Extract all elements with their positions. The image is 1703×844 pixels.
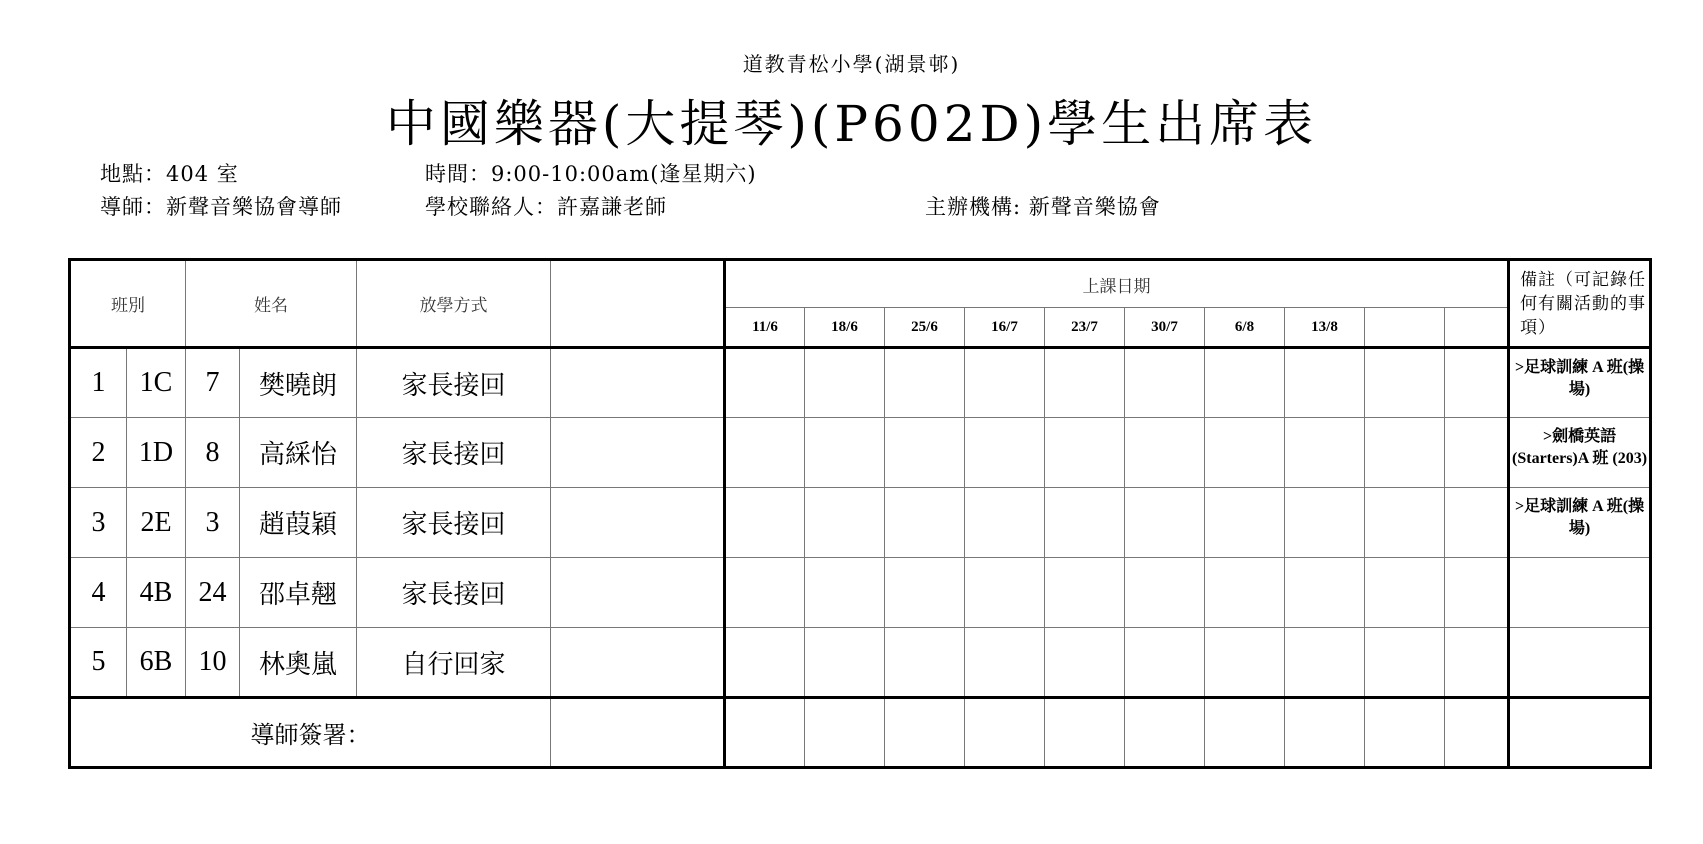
attendance-cell xyxy=(1125,348,1205,418)
attendance-cell xyxy=(885,488,965,558)
date-header-cell: 6/8 xyxy=(1205,308,1285,348)
signature-date-cell xyxy=(1125,698,1205,768)
signature-date-cell xyxy=(965,698,1045,768)
attendance-cell xyxy=(1285,628,1365,698)
attendance-cell xyxy=(805,488,885,558)
row-dismissal: 家長接回 xyxy=(357,488,551,558)
signature-remark-cell xyxy=(1509,698,1651,768)
attendance-cell xyxy=(1365,488,1445,558)
row-dismissal: 自行回家 xyxy=(357,628,551,698)
attendance-cell xyxy=(965,348,1045,418)
row-class: 1D xyxy=(127,418,186,488)
row-number: 3 xyxy=(70,488,127,558)
row-blank-cell xyxy=(551,628,725,698)
time-text: 時間：9:00-10:00am(逢星期六) xyxy=(425,162,757,186)
header-dates-title: 上課日期 xyxy=(725,260,1509,308)
attendance-cell xyxy=(1445,348,1509,418)
attendance-cell xyxy=(965,488,1045,558)
table-row xyxy=(70,418,1651,488)
attendance-cell xyxy=(1205,558,1285,628)
row-remark: >劍橋英語 (Starters)A 班 (203) xyxy=(1509,418,1651,488)
date-header-cell: 16/7 xyxy=(965,308,1045,348)
attendance-cell xyxy=(1365,418,1445,488)
signature-date-cell xyxy=(1045,698,1125,768)
location-text: 地點：404 室 xyxy=(100,162,239,186)
row-class: 6B xyxy=(127,628,186,698)
row-remark: >足球訓練 A 班(操場) xyxy=(1509,488,1651,558)
attendance-cell xyxy=(725,628,805,698)
attendance-cell xyxy=(1045,348,1125,418)
row-remark: >足球訓練 A 班(操場) xyxy=(1509,348,1651,418)
row-number: 4 xyxy=(70,558,127,628)
row-dismissal: 家長接回 xyxy=(357,348,551,418)
attendance-cell xyxy=(1125,488,1205,558)
attendance-cell xyxy=(1205,628,1285,698)
signature-date-cell xyxy=(1365,698,1445,768)
row-blank-cell xyxy=(551,348,725,418)
row-class: 2E xyxy=(127,488,186,558)
attendance-cell xyxy=(1125,628,1205,698)
attendance-cell xyxy=(965,558,1045,628)
organizer-text: 主辦機構: 新聲音樂協會 xyxy=(925,195,1161,219)
date-header-cell xyxy=(1365,308,1445,348)
attendance-cell xyxy=(1285,488,1365,558)
signature-row xyxy=(70,698,1651,768)
signature-blank-cell xyxy=(551,698,725,768)
signature-date-cell xyxy=(1445,698,1509,768)
attendance-cell xyxy=(1365,628,1445,698)
attendance-table xyxy=(68,258,1652,769)
row-class-number: 7 xyxy=(186,348,240,418)
date-header-cell xyxy=(1445,308,1509,348)
signature-label: 導師簽署： xyxy=(70,698,551,768)
date-header-cell: 25/6 xyxy=(885,308,965,348)
attendance-cell xyxy=(1045,558,1125,628)
row-blank-cell xyxy=(551,418,725,488)
row-student-name: 林奧嵐 xyxy=(240,628,357,698)
school-name: 道教青松小學(湖景邨) xyxy=(742,52,961,76)
attendance-cell xyxy=(1365,348,1445,418)
attendance-cell xyxy=(885,418,965,488)
row-class: 4B xyxy=(127,558,186,628)
row-class-number: 8 xyxy=(186,418,240,488)
page-title: 中國樂器(大提琴)(P602D)學生出席表 xyxy=(385,95,1318,153)
attendance-cell xyxy=(885,348,965,418)
signature-date-cell xyxy=(885,698,965,768)
row-blank-cell xyxy=(551,558,725,628)
signature-date-cell xyxy=(725,698,805,768)
table-row xyxy=(70,488,1651,558)
date-header-cell: 11/6 xyxy=(725,308,805,348)
signature-date-cell xyxy=(805,698,885,768)
row-class-number: 24 xyxy=(186,558,240,628)
table-row xyxy=(70,558,1651,628)
attendance-cell xyxy=(1205,488,1285,558)
date-header-cell: 30/7 xyxy=(1125,308,1205,348)
date-header-cell: 18/6 xyxy=(805,308,885,348)
header-remarks: 備註（可記錄任何有關活動的事項） xyxy=(1509,260,1651,348)
attendance-cell xyxy=(1205,348,1285,418)
row-blank-cell xyxy=(551,488,725,558)
attendance-cell xyxy=(805,628,885,698)
header-row-1 xyxy=(70,260,1651,308)
attendance-cell xyxy=(805,558,885,628)
header-name: 姓名 xyxy=(186,260,357,348)
date-header-cell: 13/8 xyxy=(1285,308,1365,348)
attendance-cell xyxy=(805,418,885,488)
attendance-cell xyxy=(965,628,1045,698)
row-number: 5 xyxy=(70,628,127,698)
signature-date-cell xyxy=(1285,698,1365,768)
attendance-cell xyxy=(725,488,805,558)
row-student-name: 高綵怡 xyxy=(240,418,357,488)
row-class-number: 3 xyxy=(186,488,240,558)
attendance-cell xyxy=(1285,348,1365,418)
attendance-cell xyxy=(885,558,965,628)
date-header-cell: 23/7 xyxy=(1045,308,1125,348)
attendance-cell xyxy=(1205,418,1285,488)
row-remark xyxy=(1509,628,1651,698)
attendance-cell xyxy=(725,558,805,628)
attendance-cell xyxy=(885,628,965,698)
row-student-name: 邵卓翹 xyxy=(240,558,357,628)
row-number: 1 xyxy=(70,348,127,418)
row-student-name: 趙葭穎 xyxy=(240,488,357,558)
row-remark xyxy=(1509,558,1651,628)
attendance-cell xyxy=(1445,418,1509,488)
attendance-cell xyxy=(1045,488,1125,558)
attendance-cell xyxy=(1285,558,1365,628)
signature-date-cell xyxy=(1205,698,1285,768)
attendance-cell xyxy=(1445,558,1509,628)
header-class: 班別 xyxy=(70,260,186,348)
table-row xyxy=(70,348,1651,418)
attendance-cell xyxy=(1445,488,1509,558)
table-row xyxy=(70,628,1651,698)
row-class: 1C xyxy=(127,348,186,418)
tutor-text: 導師：新聲音樂協會導師 xyxy=(100,195,342,219)
attendance-cell xyxy=(1125,558,1205,628)
attendance-cell xyxy=(1365,558,1445,628)
row-student-name: 樊曉朗 xyxy=(240,348,357,418)
attendance-cell xyxy=(1285,418,1365,488)
attendance-cell xyxy=(1045,418,1125,488)
header-dismissal: 放學方式 xyxy=(357,260,551,348)
attendance-cell xyxy=(805,348,885,418)
attendance-cell xyxy=(1045,628,1125,698)
attendance-cell xyxy=(965,418,1045,488)
contact-text: 學校聯絡人：許嘉謙老師 xyxy=(425,195,667,219)
row-dismissal: 家長接回 xyxy=(357,558,551,628)
attendance-cell xyxy=(1125,418,1205,488)
attendance-cell xyxy=(725,348,805,418)
row-dismissal: 家長接回 xyxy=(357,418,551,488)
row-number: 2 xyxy=(70,418,127,488)
attendance-cell xyxy=(725,418,805,488)
attendance-cell xyxy=(1445,628,1509,698)
row-class-number: 10 xyxy=(186,628,240,698)
header-blank xyxy=(551,260,725,348)
